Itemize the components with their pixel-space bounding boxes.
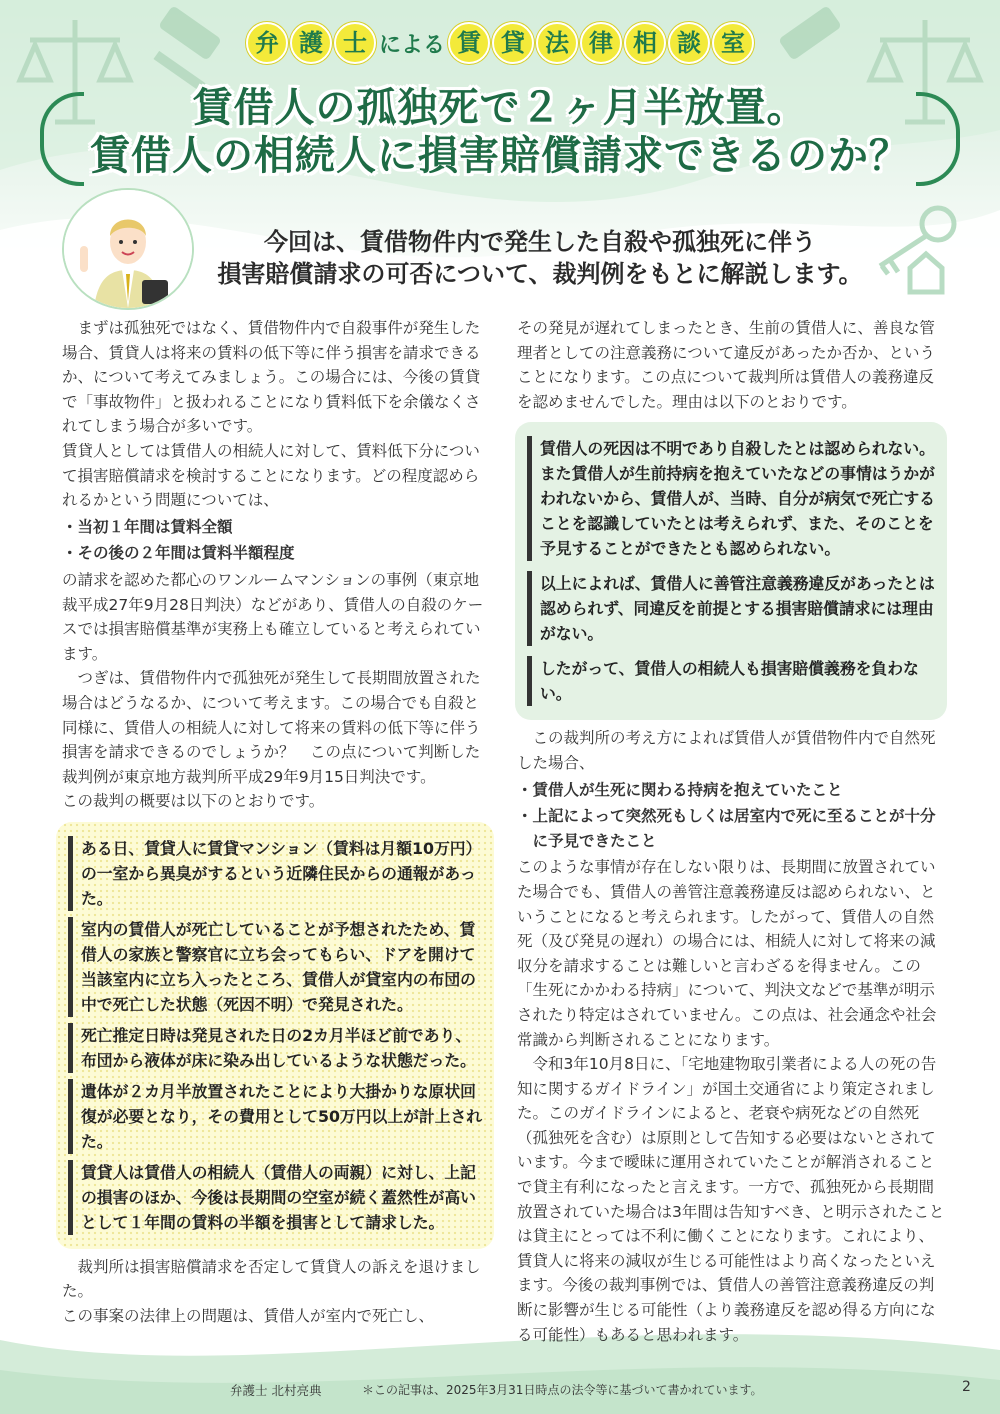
- series-title: [0, 22, 1000, 66]
- case-item: 室内の賃借人が死亡していることが予想されたため、賃借人の家族と警察官に立ち会ってもらい、ドアを開けて当該室内に立ち入ったところ、賃借人が貸室内の布団の中で死亡した状態（死因不明）で発見された。: [68, 917, 484, 1017]
- paragraph: このような事情が存在しない限りは、長期間に放置されていた場合でも、賃借人の善管注意義務違反は認められない、ということになると考えられます。したがって、賃借人の自然死（及び発見の遅れ）の場合には、相続人に対して将来の減収分を請求することは難しいと言わざるを得ません。この「生死にかかわる持病」について、判決文などで基準が明示されたり特定はされていません。この点は、社会通念や社会常識から判断されることになります。: [517, 858, 937, 1049]
- paragraph: この裁判所の考え方によれば賃借人が賃借物件内で自然死した場合、: [517, 729, 936, 772]
- series-char: 室: [712, 22, 754, 64]
- case-item: 死亡推定日時は発見された日の2カ月半ほど前であり、布団から液体が床に染み出しているような状態だった。: [68, 1023, 484, 1073]
- paragraph: この裁判の概要は以下のとおりです。: [62, 792, 325, 811]
- series-char: 士: [334, 22, 376, 64]
- series-char: 賃: [448, 22, 490, 64]
- paragraph: その発見が遅れてしまったとき、生前の賃借人に、善良な管理者としての注意義務について違反があったか否か、ということになります。この点について裁判所は賃借人の義務違反を認めませんでした。理由は以下のとおりです。: [517, 319, 936, 411]
- paragraph: 裁判所は損害賠償請求を否定して賃貸人の訴えを退けました。: [62, 1257, 481, 1301]
- series-char: 護: [290, 22, 332, 64]
- paragraph: 令和3年10月8日に、「宅地建物取引業者による人の死の告知に関するガイドライン」が国土交通省により策定されました。このガイドラインによると、老衰や病死などの自然死（孤独死を含む）は原則として告知する必要はないとされています。今まで曖昧に運用されていたことが解消されることで貸主有利になったと言えます。一方で、孤独死から長期間放置されていた場合は3年間は告知すべき、と明示されたことは貸主にとっては不利に働くことになります。これにより、賃貸人に将来の減収が生じる可能性はより高くなったといえます。今後の裁判事例では、賃借人の善管注意義務違反の判断に影響が生じる可能性（より義務違反を認め得る方向になる可能性）もあると思われます。: [517, 1055, 945, 1344]
- house-key-icon: [860, 196, 970, 296]
- lawyer-avatar: [62, 188, 194, 310]
- page-title-line2: 賃借人の相続人に損害賠償請求できるのか？: [90, 133, 910, 179]
- bullet-item: ・上記によって突然死もしくは居室内で死に至ることが十分に予見できたこと: [517, 807, 936, 850]
- ruling-item: 以上によれば、賃借人に善管注意義務違反があったとは認められず、同違反を前提とする損害賠償請求には理由がない。: [527, 571, 937, 646]
- paragraph: つぎは、賃借物件内で孤独死が発生して長期間放置された場合はどうなるか、について考えます。この場合でも自殺と同様に、賃借人の相続人に対して将来の賃料の低下等に伴う損害を請求できるのでしょうか？ この点について判断した裁判例が東京地方裁判所平成29年9月15日判決です。: [62, 669, 481, 786]
- case-item: 賃貸人は賃借人の相続人（賃借人の両親）に対し、上記の損害のほか、今後は長期間の空室が続く蓋然性が高いとして１年間の賃料の半額を損害として請求した。: [68, 1160, 484, 1235]
- left-column: [62, 316, 494, 1329]
- series-char: 律: [580, 22, 622, 64]
- series-char: 相: [624, 22, 666, 64]
- bullet-item: ・賃借人が生死に関わる持病を抱えていたこと: [517, 780, 843, 799]
- series-char: 貸: [492, 22, 534, 64]
- right-column: [517, 316, 947, 1347]
- series-char: 談: [668, 22, 710, 64]
- lead-line2: 損害賠償請求の可否について、裁判例をもとに解説します。: [217, 260, 863, 288]
- paragraph: の請求を認めた都心のワンルームマンションの事例（東京地裁平成27年9月28日判決）などがあり、賃借人の自殺のケースでは損害賠償基準が実務上も確立していると考えられています。: [62, 570, 484, 663]
- series-mid: による: [378, 32, 445, 58]
- bullet-item: ・その後の２年間は賃料半額程度: [62, 544, 295, 563]
- case-summary-box: [56, 822, 494, 1249]
- page-title-line1: 賃借人の孤独死で２ヶ月半放置。: [192, 85, 808, 131]
- case-item: ある日、賃貸人に賃貸マンション（賃料は月額10万円）の一室から異臭がするという近隣住民からの通報があった。: [68, 836, 484, 911]
- paragraph: 賃貸人としては賃借人の相続人に対して、賃料低下分について損害賠償請求を検討することになります。どの程度認められるかという問題については、: [62, 441, 480, 510]
- lead-line1: 今回は、賃借物件内で発生した自殺や孤独死に伴う: [264, 228, 816, 256]
- ruling-item: したがって、賃借人の相続人も損害賠償義務を負わない。: [527, 656, 937, 706]
- ruling-item: 賃借人の死因は不明であり自殺したとは認められない。また賃借人が生前持病を抱えていたなどの事情はうかがわれないから、賃借人が、当時、自分が病気で死亡することを認識していたとは考えられず、また、そのことを予見することができたとも認められない。: [527, 436, 937, 561]
- series-char: 弁: [246, 22, 288, 64]
- case-item: 遺体が２カ月半放置されたことにより大掛かりな原状回復が必要となり，その費用として50万円以上が計上された。: [68, 1079, 484, 1154]
- series-char: 法: [536, 22, 578, 64]
- page-number: 2: [962, 1379, 971, 1395]
- paragraph: この事案の法律上の問題は、賃借人が室内で死亡し、: [62, 1307, 435, 1326]
- paragraph: まずは孤独死ではなく、賃借物件内で自殺事件が発生した場合、賃貸人は将来の賃料の低下等に伴う損害を請求できるか、について考えてみましょう。この場合には、今後の賃貸で「事故物件」と扱われることになり賃料低下を余儀なくされてしまう場合が多いです。: [62, 319, 481, 436]
- footer-author: 弁護士 北村亮典: [230, 1383, 322, 1398]
- bullet-item: ・当初１年間は賃料全額: [62, 517, 233, 536]
- footer-note: ＊この記事は、2025年3月31日時点の法令等に基づいて書かれています。: [362, 1383, 763, 1397]
- ruling-box: [515, 422, 947, 720]
